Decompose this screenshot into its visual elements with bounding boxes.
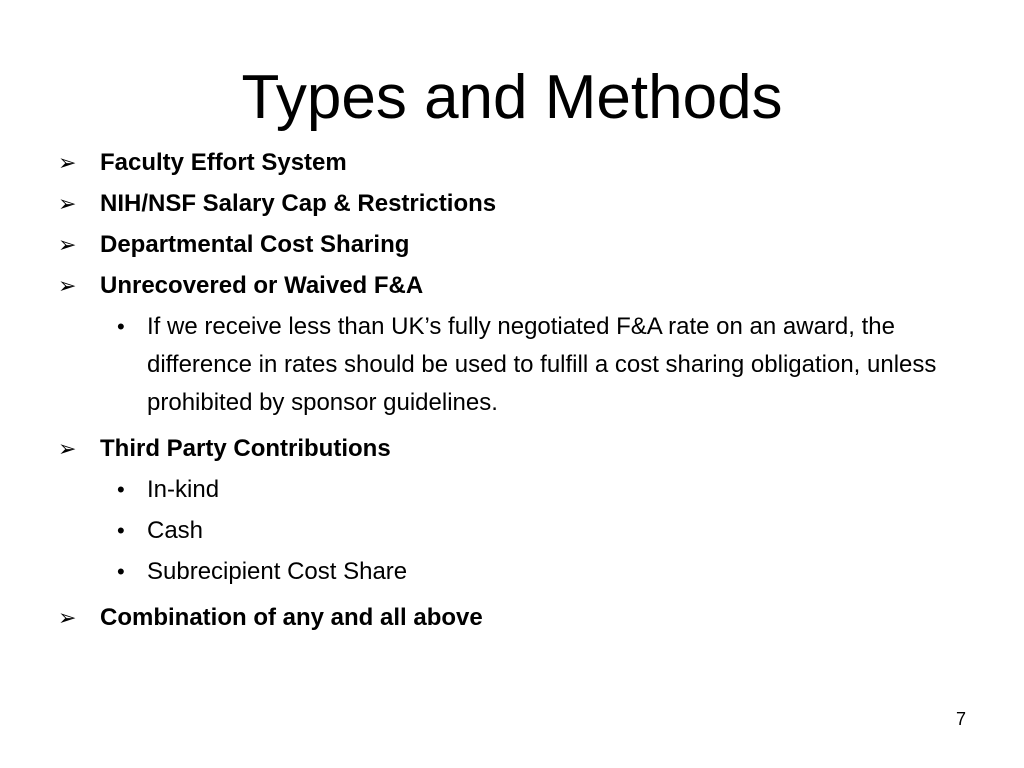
bullet-text: Third Party Contributions [100,435,391,462]
bullet-text: Faculty Effort System [100,149,347,176]
bullet-item [58,271,978,422]
dot-bullet-icon: • [117,559,125,584]
sub-bullet-item [102,512,978,550]
arrow-bullet-icon: ➢ [58,605,77,630]
bullet-text: Combination of any and all above [100,604,483,631]
bullet-item [58,148,978,177]
sub-bullet-list [100,471,978,591]
bullet-list [58,148,978,644]
dot-bullet-icon: • [117,314,125,339]
bullet-text: Departmental Cost Sharing [100,231,410,258]
sub-bullet-text: If we receive less than UK’s fully negotiated F&A rate on an award, the difference in rates should be used to fulfill a cost sharing obligation, unless prohibited by sponsor guidelines. [147,313,937,416]
bullet-text: Unrecovered or Waived F&A [100,272,424,299]
sub-bullet-item [102,553,978,591]
sub-bullet-text: In-kind [147,476,220,503]
bullet-item [58,230,978,259]
sub-bullet-item [102,308,978,422]
sub-bullet-text: Cash [147,517,204,544]
sub-bullet-item [102,471,978,509]
dot-bullet-icon: • [117,518,125,543]
arrow-bullet-icon: ➢ [58,273,77,298]
slide-title: Types and Methods [241,63,783,132]
arrow-bullet-icon: ➢ [58,436,77,461]
arrow-bullet-icon: ➢ [58,232,77,257]
dot-bullet-icon: • [117,477,125,502]
sub-bullet-list [100,308,978,422]
bullet-item [58,603,978,632]
bullet-item [58,189,978,218]
arrow-bullet-icon: ➢ [58,191,77,216]
sub-bullet-text: Subrecipient Cost Share [147,558,408,585]
page-number: 7 [955,709,966,729]
bullet-text: NIH/NSF Salary Cap & Restrictions [100,190,497,217]
bullet-item [58,434,978,591]
arrow-bullet-icon: ➢ [58,150,77,175]
